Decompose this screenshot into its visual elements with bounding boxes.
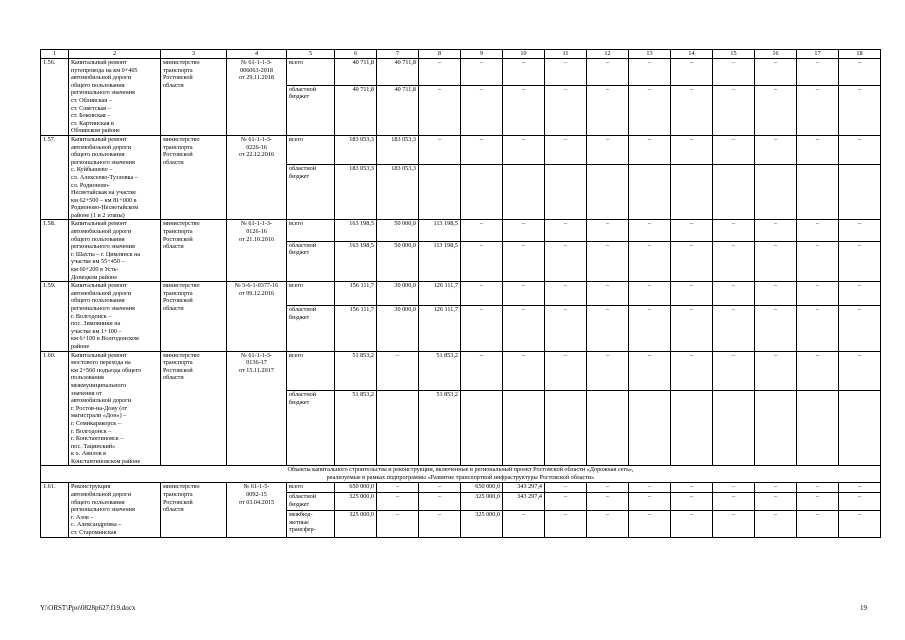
column-number-cell: 8 bbox=[419, 50, 461, 59]
amount-cell: – bbox=[755, 306, 797, 351]
amount-cell: – bbox=[797, 241, 839, 281]
amount-cell: – bbox=[671, 220, 713, 241]
amount-cell: – bbox=[671, 351, 713, 391]
amount-cell: – bbox=[587, 351, 629, 391]
funding-source-cell: областной бюджет bbox=[287, 165, 335, 220]
column-number-cell: 14 bbox=[671, 50, 713, 59]
amount-cell: – bbox=[461, 306, 503, 351]
row-number-cell: 1.61. bbox=[41, 483, 69, 537]
amount-cell: – bbox=[671, 241, 713, 281]
funding-source-cell: областной бюджет bbox=[287, 241, 335, 281]
amount-cell: 40 711,8 bbox=[335, 59, 377, 86]
amount-cell: – bbox=[545, 282, 587, 306]
amount-cell: – bbox=[461, 59, 503, 86]
amount-cell: – bbox=[755, 511, 797, 538]
responsible-organization-cell: министерство транспорта Ростовской области bbox=[161, 220, 227, 282]
column-number-cell: 12 bbox=[587, 50, 629, 59]
column-number-cell: 1 bbox=[41, 50, 69, 59]
amount-cell: – bbox=[839, 85, 881, 135]
amount-cell: – bbox=[713, 220, 755, 241]
amount-cell: 51 853,2 bbox=[335, 391, 377, 466]
amount-cell: – bbox=[713, 135, 755, 164]
amount-cell: – bbox=[545, 511, 587, 538]
amount-cell: – bbox=[797, 135, 839, 164]
amount-cell: 50 000,0 bbox=[377, 220, 419, 241]
column-number-cell: 15 bbox=[713, 50, 755, 59]
amount-cell: – bbox=[797, 493, 839, 511]
amount-cell: – bbox=[671, 282, 713, 306]
table-row bbox=[41, 220, 881, 241]
amount-cell bbox=[461, 391, 503, 466]
amount-cell: – bbox=[545, 135, 587, 164]
amount-cell: 30 000,0 bbox=[377, 306, 419, 351]
amount-cell: – bbox=[839, 135, 881, 164]
amount-cell: 40 711,8 bbox=[377, 59, 419, 86]
amount-cell: – bbox=[713, 493, 755, 511]
amount-cell: – bbox=[629, 135, 671, 164]
amount-cell bbox=[755, 165, 797, 220]
amount-cell: 343 297,4 bbox=[503, 483, 545, 493]
document-details-cell: № 61-1-1-3- 0126-16 от 21.10.2016 bbox=[227, 220, 287, 282]
amount-cell: – bbox=[503, 85, 545, 135]
column-number-cell: 11 bbox=[545, 50, 587, 59]
amount-cell: – bbox=[671, 493, 713, 511]
responsible-organization-cell: министерство транспорта Ростовской области bbox=[161, 59, 227, 136]
amount-cell: – bbox=[755, 85, 797, 135]
funding-source-cell: всего bbox=[287, 483, 335, 493]
amount-cell: – bbox=[503, 135, 545, 164]
funding-source-cell: областной бюджет bbox=[287, 85, 335, 135]
row-number-cell: 1.56. bbox=[41, 59, 69, 136]
amount-cell bbox=[503, 165, 545, 220]
object-name-cell: Капитальный ремонт автомобильной дороги общего пользования регионального значения с. Куйбышево – сл. Алексеево-Тузловка – сл. Родионово- Несветайская на участке км 62+500 – км 81+000 в Родионово-Несветайском районе (1 и 2 этапы) bbox=[69, 135, 161, 220]
amount-cell: – bbox=[503, 282, 545, 306]
amount-cell: – bbox=[839, 59, 881, 86]
amount-cell: – bbox=[839, 306, 881, 351]
section-heading: Объекты капитального строительства и реконструкции, включенные в региональный проект Ростовской области «Дорожная сеть», реализуемые в рамках подпрограммы «Развитие транспортной инфраструктуры Ростовской области» bbox=[41, 466, 881, 483]
amount-cell: – bbox=[713, 282, 755, 306]
amount-cell bbox=[713, 391, 755, 466]
document-details-cell: № 61-1-1-3- 0226-16 от 22.12.2016 bbox=[227, 135, 287, 220]
amount-cell: – bbox=[461, 220, 503, 241]
amount-cell bbox=[629, 391, 671, 466]
column-number-cell: 5 bbox=[287, 50, 335, 59]
amount-cell: – bbox=[587, 306, 629, 351]
column-number-cell: 6 bbox=[335, 50, 377, 59]
column-number-cell: 13 bbox=[629, 50, 671, 59]
object-name-cell: Капитальный ремонт мостового перехода на км 2+560 подъезда общего пользования межмуниципального значения от автомобильной дороги г. Ростов-на-Дону (от магистрали «Дон») – г. Семикаракорск – г. Волгодонск – г. Константиновск – пос. Тацинский» к х. Авилов в Константиновском районе bbox=[69, 351, 161, 466]
amount-cell: – bbox=[713, 241, 755, 281]
funding-source-cell: всего bbox=[287, 220, 335, 241]
row-number-cell: 1.57. bbox=[41, 135, 69, 220]
amount-cell: – bbox=[587, 483, 629, 493]
amount-cell: 163 198,5 bbox=[335, 220, 377, 241]
amount-cell: – bbox=[545, 493, 587, 511]
funding-source-cell: областной бюджет bbox=[287, 306, 335, 351]
amount-cell: – bbox=[461, 351, 503, 391]
amount-cell: – bbox=[839, 241, 881, 281]
amount-cell: – bbox=[755, 220, 797, 241]
funding-source-cell: межбюд- жетные трансфер- bbox=[287, 511, 335, 538]
amount-cell: – bbox=[755, 282, 797, 306]
amount-cell: – bbox=[797, 351, 839, 391]
table-row bbox=[41, 282, 881, 306]
amount-cell: 650 000,0 bbox=[335, 483, 377, 493]
amount-cell: 126 111,7 bbox=[419, 282, 461, 306]
amount-cell bbox=[545, 165, 587, 220]
amount-cell bbox=[839, 391, 881, 466]
amount-cell: – bbox=[755, 483, 797, 493]
amount-cell: – bbox=[755, 493, 797, 511]
document-details-cell: № 3-6-1-0377-16 от 09.12.2016 bbox=[227, 282, 287, 351]
funding-source-cell: всего bbox=[287, 282, 335, 306]
amount-cell: – bbox=[503, 306, 545, 351]
amount-cell: – bbox=[545, 85, 587, 135]
amount-cell bbox=[713, 165, 755, 220]
amount-cell: – bbox=[839, 282, 881, 306]
amount-cell: – bbox=[671, 483, 713, 493]
amount-cell: 183 053,3 bbox=[377, 165, 419, 220]
amount-cell: – bbox=[713, 483, 755, 493]
funding-source-cell: всего bbox=[287, 351, 335, 391]
amount-cell: – bbox=[377, 483, 419, 493]
amount-cell: – bbox=[377, 493, 419, 511]
amount-cell: – bbox=[839, 220, 881, 241]
column-number-cell: 4 bbox=[227, 50, 287, 59]
amount-cell: – bbox=[587, 85, 629, 135]
amount-cell: – bbox=[461, 85, 503, 135]
column-number-cell: 16 bbox=[755, 50, 797, 59]
amount-cell: – bbox=[629, 351, 671, 391]
funding-source-cell: областной бюджет bbox=[287, 493, 335, 511]
amount-cell: – bbox=[503, 59, 545, 86]
amount-cell bbox=[671, 165, 713, 220]
column-number-cell: 10 bbox=[503, 50, 545, 59]
table-row bbox=[41, 483, 881, 493]
amount-cell bbox=[587, 165, 629, 220]
amount-cell: – bbox=[671, 511, 713, 538]
amount-cell: 183 053,3 bbox=[335, 135, 377, 164]
amount-cell: – bbox=[755, 351, 797, 391]
amount-cell: – bbox=[587, 135, 629, 164]
amount-cell: – bbox=[629, 85, 671, 135]
amount-cell: 650 000,0 bbox=[461, 483, 503, 493]
table-row bbox=[41, 59, 881, 86]
amount-cell: 325 000,0 bbox=[461, 493, 503, 511]
amount-cell bbox=[797, 165, 839, 220]
amount-cell: – bbox=[713, 306, 755, 351]
row-number-cell: 1.58. bbox=[41, 220, 69, 282]
amount-cell: – bbox=[587, 493, 629, 511]
amount-cell: – bbox=[419, 483, 461, 493]
column-number-cell: 3 bbox=[161, 50, 227, 59]
amount-cell: 163 198,5 bbox=[335, 241, 377, 281]
amount-cell: – bbox=[545, 483, 587, 493]
amount-cell: – bbox=[797, 483, 839, 493]
amount-cell: – bbox=[755, 59, 797, 86]
document-details-cell: № 61-1-5- 0092-15 от 03.04.2015 bbox=[227, 483, 287, 537]
amount-cell bbox=[629, 165, 671, 220]
object-name-cell: Капитальный ремонт путепровода на км 0+405 автомобильной дороги общего пользования регионального значения ст. Обливская – ст. Советская – ст. Боковская – ст. Картинская в Обливском районе bbox=[69, 59, 161, 136]
amount-cell: – bbox=[839, 493, 881, 511]
amount-cell: – bbox=[461, 135, 503, 164]
amount-cell: – bbox=[587, 59, 629, 86]
row-number-cell: 1.60. bbox=[41, 351, 69, 466]
amount-cell bbox=[797, 391, 839, 466]
amount-cell: – bbox=[377, 511, 419, 538]
amount-cell: – bbox=[797, 85, 839, 135]
amount-cell: – bbox=[587, 511, 629, 538]
amount-cell: – bbox=[377, 351, 419, 391]
amount-cell: – bbox=[629, 241, 671, 281]
responsible-organization-cell: министерство транспорта Ростовской области bbox=[161, 282, 227, 351]
amount-cell: – bbox=[797, 282, 839, 306]
amount-cell: – bbox=[629, 282, 671, 306]
amount-cell: – bbox=[797, 59, 839, 86]
amount-cell: 325 000,0 bbox=[335, 511, 377, 538]
amount-cell: – bbox=[629, 220, 671, 241]
amount-cell: 40 711,8 bbox=[377, 85, 419, 135]
object-name-cell: Капитальный ремонт автомобильной дороги общего пользования регионального значения г. Шахты – г. Цимлянск на участке км 55+450 – км 60+200 в Усть- Донецком районе bbox=[69, 220, 161, 282]
amount-cell: – bbox=[419, 85, 461, 135]
amount-cell: – bbox=[839, 511, 881, 538]
amount-cell: 113 198,5 bbox=[419, 241, 461, 281]
amount-cell bbox=[839, 165, 881, 220]
amount-cell: – bbox=[755, 135, 797, 164]
responsible-organization-cell: министерство транспорта Ростовской области bbox=[161, 483, 227, 537]
amount-cell: – bbox=[839, 483, 881, 493]
amount-cell: – bbox=[629, 511, 671, 538]
column-number-row bbox=[41, 50, 881, 59]
amount-cell: – bbox=[671, 59, 713, 86]
row-number-cell: 1.59. bbox=[41, 282, 69, 351]
amount-cell: – bbox=[713, 59, 755, 86]
column-number-cell: 7 bbox=[377, 50, 419, 59]
amount-cell: 51 853,2 bbox=[335, 351, 377, 391]
responsible-organization-cell: министерство транспорта Ростовской области bbox=[161, 135, 227, 220]
funding-source-cell: всего bbox=[287, 135, 335, 164]
amount-cell: – bbox=[671, 135, 713, 164]
amount-cell bbox=[461, 165, 503, 220]
amount-cell: – bbox=[629, 306, 671, 351]
amount-cell bbox=[503, 391, 545, 466]
amount-cell: – bbox=[419, 493, 461, 511]
amount-cell bbox=[377, 391, 419, 466]
amount-cell: – bbox=[671, 85, 713, 135]
amount-cell bbox=[671, 391, 713, 466]
amount-cell: – bbox=[839, 351, 881, 391]
amount-cell: – bbox=[587, 282, 629, 306]
amount-cell: – bbox=[713, 85, 755, 135]
table-row bbox=[41, 135, 881, 164]
amount-cell: – bbox=[713, 351, 755, 391]
amount-cell: 126 111,7 bbox=[419, 306, 461, 351]
amount-cell: – bbox=[587, 220, 629, 241]
responsible-organization-cell: министерство транспорта Ростовской области bbox=[161, 351, 227, 466]
amount-cell: 156 111,7 bbox=[335, 306, 377, 351]
amount-cell: 183 053,3 bbox=[335, 165, 377, 220]
amount-cell: – bbox=[419, 135, 461, 164]
amount-cell: 113 198,5 bbox=[419, 220, 461, 241]
amount-cell: – bbox=[797, 511, 839, 538]
amount-cell: 325 000,0 bbox=[461, 511, 503, 538]
page-number: 19 bbox=[860, 604, 867, 612]
amount-cell bbox=[419, 165, 461, 220]
amount-cell: 343 297,4 bbox=[503, 493, 545, 511]
amount-cell: – bbox=[419, 511, 461, 538]
amount-cell: – bbox=[671, 306, 713, 351]
document-details-cell: № 61-1-1-3- 0136-17 от 15.11.2017 bbox=[227, 351, 287, 466]
amount-cell: – bbox=[461, 241, 503, 281]
amount-cell: – bbox=[503, 351, 545, 391]
amount-cell: 183 053,3 bbox=[377, 135, 419, 164]
table-row bbox=[41, 351, 881, 391]
amount-cell: – bbox=[545, 306, 587, 351]
amount-cell: 30 000,0 bbox=[377, 282, 419, 306]
amount-cell: – bbox=[545, 351, 587, 391]
amount-cell: 50 000,0 bbox=[377, 241, 419, 281]
amount-cell: 325 000,0 bbox=[335, 493, 377, 511]
amount-cell bbox=[545, 391, 587, 466]
document-file-path: Y:\ORST\Ppo\0828p627.f19.docx bbox=[40, 604, 136, 612]
amount-cell: 40 711,8 bbox=[335, 85, 377, 135]
amount-cell: – bbox=[545, 59, 587, 86]
object-name-cell: Капитальный ремонт автомобильной дороги общего пользования регионального значения г. Волгодонск – пос. Зимовники на участке км 1+100 – км 6+100 в Волгодонском районе bbox=[69, 282, 161, 351]
column-number-cell: 9 bbox=[461, 50, 503, 59]
amount-cell: – bbox=[755, 241, 797, 281]
amount-cell: – bbox=[503, 241, 545, 281]
amount-cell: – bbox=[587, 241, 629, 281]
funding-source-cell: всего bbox=[287, 59, 335, 86]
amount-cell: 51 853,2 bbox=[419, 391, 461, 466]
amount-cell: – bbox=[797, 306, 839, 351]
amount-cell: 51 853,2 bbox=[419, 351, 461, 391]
amount-cell: – bbox=[629, 493, 671, 511]
amount-cell: – bbox=[503, 511, 545, 538]
amount-cell: 156 111,7 bbox=[335, 282, 377, 306]
document-details-cell: № 61-1-1-3- 006063-2018 от 29.11.2018 bbox=[227, 59, 287, 136]
amount-cell: – bbox=[461, 282, 503, 306]
column-number-cell: 17 bbox=[797, 50, 839, 59]
amount-cell: – bbox=[545, 220, 587, 241]
object-name-cell: Реконструкция автомобильной дороги общего пользования регионального значения г. Азов – с. Александровка – ст. Староминская bbox=[69, 483, 161, 537]
column-number-cell: 2 bbox=[69, 50, 161, 59]
amount-cell bbox=[587, 391, 629, 466]
amount-cell: – bbox=[797, 220, 839, 241]
amount-cell: – bbox=[713, 511, 755, 538]
program-table bbox=[40, 49, 881, 538]
section-heading-row bbox=[41, 466, 881, 483]
amount-cell: – bbox=[419, 59, 461, 86]
amount-cell: – bbox=[629, 483, 671, 493]
column-number-cell: 18 bbox=[839, 50, 881, 59]
amount-cell: – bbox=[503, 220, 545, 241]
funding-source-cell: областной бюджет bbox=[287, 391, 335, 466]
amount-cell: – bbox=[545, 241, 587, 281]
amount-cell: – bbox=[629, 59, 671, 86]
amount-cell bbox=[755, 391, 797, 466]
